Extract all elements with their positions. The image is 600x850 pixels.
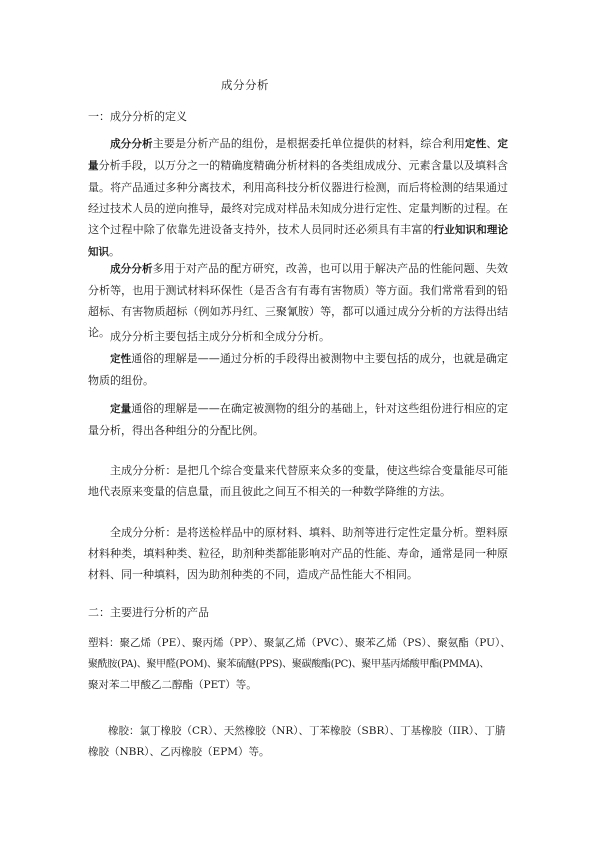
text: 全成分分析：是将送检样品中的原材料、填料、助剂等进行定性定量分析。塑料原材料种类，填料种类、粒径，助剂种类都能影响对产品的性能、寿命，通常是同一种原材料、同一种填料，因为助剂种类的不同，造成产品性能大不相同。	[88, 526, 508, 581]
text: 通俗的理解是——通过分析的手段得出被测物中主要包括的成分，也就是确定物质的组份。	[88, 352, 509, 387]
section-heading-definition: 一：成分分析的定义	[88, 110, 187, 123]
bold-term: 定量	[88, 138, 509, 172]
bold-term: 定量	[110, 403, 132, 415]
paragraph-full-component	[88, 522, 508, 585]
bold-term: 成分分析	[110, 263, 153, 275]
text: 。	[109, 245, 120, 258]
page-title: 成分分析	[221, 78, 269, 92]
bold-term: 定性	[110, 353, 132, 365]
rubber-line-2: 橡胶（NBR）、乙丙橡胶（EPM）等。	[88, 746, 270, 758]
paragraph-principal-component	[88, 460, 508, 502]
paragraph-qualitative	[88, 348, 508, 391]
text: 通俗的理解是——在确定被测物的组分的基础上，针对这些组份进行相应的定量分析，得出各种组分的分配比例。	[88, 402, 509, 437]
plastics-line-2: 聚酰胺(PA)、聚甲醛(POM)、聚苯硫醚(PPS)、聚碳酸酯(PC)、聚甲基丙烯酸甲酯(PMMA)、	[88, 659, 490, 670]
paragraph-types	[88, 326, 508, 347]
text: 主成分分析：是把几个综合变量来代替原来众多的变量，使这些综合变量能尽可能地代表原来变量的信息量，而且彼此之间互不相关的一种数学降维的方法。	[88, 464, 508, 498]
text: 多用于对产品的配方研究，改善，也可以用于解决产品的性能问题、失效分析等，也用于测试材料环保性（是否含有有毒有害物质）等方面。我们常常看到的铅超标、有害物质超标（例如苏丹红、三聚氰胺）等，都可以通过成分分析的方法得出结论。	[88, 262, 509, 339]
text: 主要是分析产品的组份，是根据委托单位提供的材料，综合利用	[152, 137, 466, 150]
bold-term: 成分分析	[110, 138, 153, 150]
paragraph-plastics	[88, 633, 518, 696]
plastics-line-1: 塑料：聚乙烯（PE）、聚丙烯（PP）、聚氯乙烯（PVC）、聚苯乙烯（PS）、聚氨酯（PU）、	[88, 637, 511, 649]
text: 成分分析主要包括主成分分析和全成分分析。	[110, 330, 330, 343]
rubber-line-1: 橡胶：氯丁橡胶（CR）、天然橡胶（NR）、丁苯橡胶（SBR）、丁基橡胶（IIR）、丁腈	[108, 725, 506, 737]
paragraph-rubber	[88, 721, 518, 763]
paragraph-quantitative	[88, 398, 508, 441]
plastics-line-3: 聚对苯二甲酸乙二醇酯（PET）等。	[88, 679, 257, 691]
paragraph-definition	[88, 133, 508, 263]
text: 分析手段，以万分之一的精确度精确分析材料的各类组成成分、元素含量以及填料含量。将产品通过多种分离技术，利用高科技分析仪器进行检测，而后将检测的结果通过经过技术人员的逆向推导，最终对完成对样品未知成分进行定性、定量判断的过程。在这个过程中除了依靠先进设备支持外，技术人员同时还必须具有丰富的	[88, 159, 509, 236]
text: 、	[486, 137, 498, 150]
section-heading-products: 二：主要进行分析的产品	[88, 606, 209, 619]
bold-term: 行业知识和理论知识	[88, 224, 509, 258]
bold-term: 定性	[465, 138, 487, 150]
